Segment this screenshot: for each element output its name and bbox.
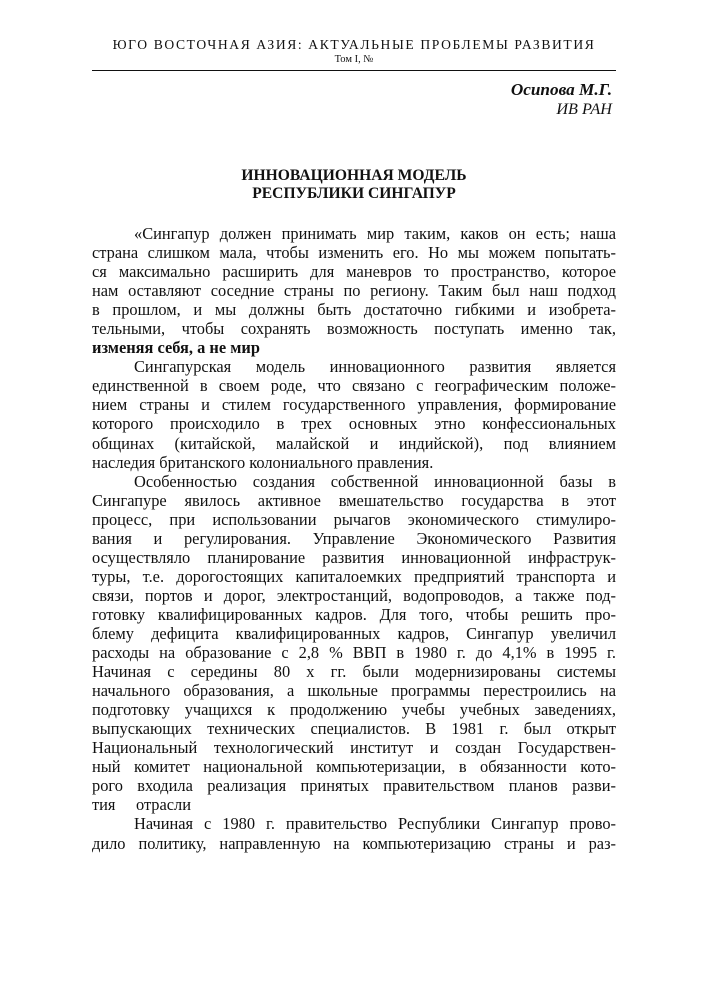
text-line: дило политику, направленную на компьютеризацию страны и раз- [92,833,616,853]
paragraph-2 [92,357,616,471]
text-line: Начиная с середины 80 х гг. были модернизированы системы [92,662,616,682]
author-affiliation: ИВ РАН [556,100,612,118]
text-line: нием страны и стилем государственного управления, формирование [92,395,616,415]
paragraph-3 [92,472,616,815]
paragraph-4 [92,814,616,852]
volume-label: Том I, № [334,54,374,65]
text-line: наследия британского колониального правления. [92,452,434,472]
text-line: рого входила реализация принятых правительством планов разви- [92,776,616,796]
journal-title: ЮГО ВОСТОЧНАЯ АЗИЯ: АКТУАЛЬНЫЕ ПРОБЛЕМЫ РАЗВИТИЯ [112,37,596,52]
text-line: начального образования, а школьные программы перестроились на [92,681,616,701]
text-line: нам оставляют соседние страны по региону. Таким был наш подход [92,281,616,301]
document-page [92,36,616,853]
text-line: страна слишком мала, чтобы изменить его. Но мы можем попытать- [92,243,616,263]
text-line: ся максимально расширить для маневров то пространство, которое [92,262,616,282]
article-title [92,167,616,203]
article-title-line-2: РЕСПУБЛИКИ СИНГАПУР [252,185,456,202]
text-line: Особенностью создания собственной инновационной базы в [134,471,616,491]
text-line: единственной в своем роде, что связано с географическим положе- [92,376,616,396]
author-block [92,80,616,119]
text-line: «Сингапур должен принимать мир таким, каков он есть; наша [134,224,616,243]
text-line: связи, портов и дорог, электростанций, водопроводов, а также под- [92,585,616,605]
text-line: тельными, чтобы сохранять возможность поступать именно так, [92,319,616,339]
text-line: выпускающих технических специалистов. В 1981 г. был открыт [92,719,616,739]
text-line: подготовку учащихся к продолжению учебы учебных заведениях, [92,700,616,720]
emphasized-text-line: изменяя себя, а не мир [92,338,260,358]
text-line: общинах (китайской, малайской и индийской), под влиянием [92,433,616,453]
paragraph-1 [92,224,616,357]
text-line: процесс, при использовании рычагов экономического стимулиро- [92,509,616,529]
text-line: блему дефицита квалифицированных кадров, Сингапур увеличил [92,623,616,643]
text-line: Национальный технологический институт и создан Государствен- [92,738,616,758]
header-rule [92,70,616,71]
text-line: готовку квалифицированных кадров. Для того, чтобы решить про- [92,604,616,624]
article-body [92,224,616,853]
text-line: расходы на образование с 2,8 % ВВП в 1980 г. до 4,1% в 1995 г. [92,643,616,663]
article-title-line-1: ИННОВАЦИОННАЯ МОДЕЛЬ [241,167,467,184]
text-line: Сингапуре явилось активное вмешательство государства в этот [92,490,616,510]
text-line: Начиная с 1980 г. правительство Республики Сингапур прово- [134,814,616,834]
text-line: вания и регулирования. Управление Экономического Развития [92,528,616,548]
text-line: Сингапурская модель инновационного развития является [134,357,616,377]
text-line: осуществляло планирование развития инновационной инфраструк- [92,547,616,567]
text-line: которого происходило в трех основных этно конфессиональных [92,414,616,434]
text-line: туры, т.е. дорогостоящих капиталоемких предприятий транспорта и [92,566,616,586]
author-name: Осипова М.Г. [510,80,612,99]
text-line: ный комитет национальной компьютеризации, в обязанности кото- [92,757,616,777]
text-line: в прошлом, и мы должны быть достаточно гибкими и изобрета- [92,300,616,320]
text-line: тия отрасли [92,795,192,815]
